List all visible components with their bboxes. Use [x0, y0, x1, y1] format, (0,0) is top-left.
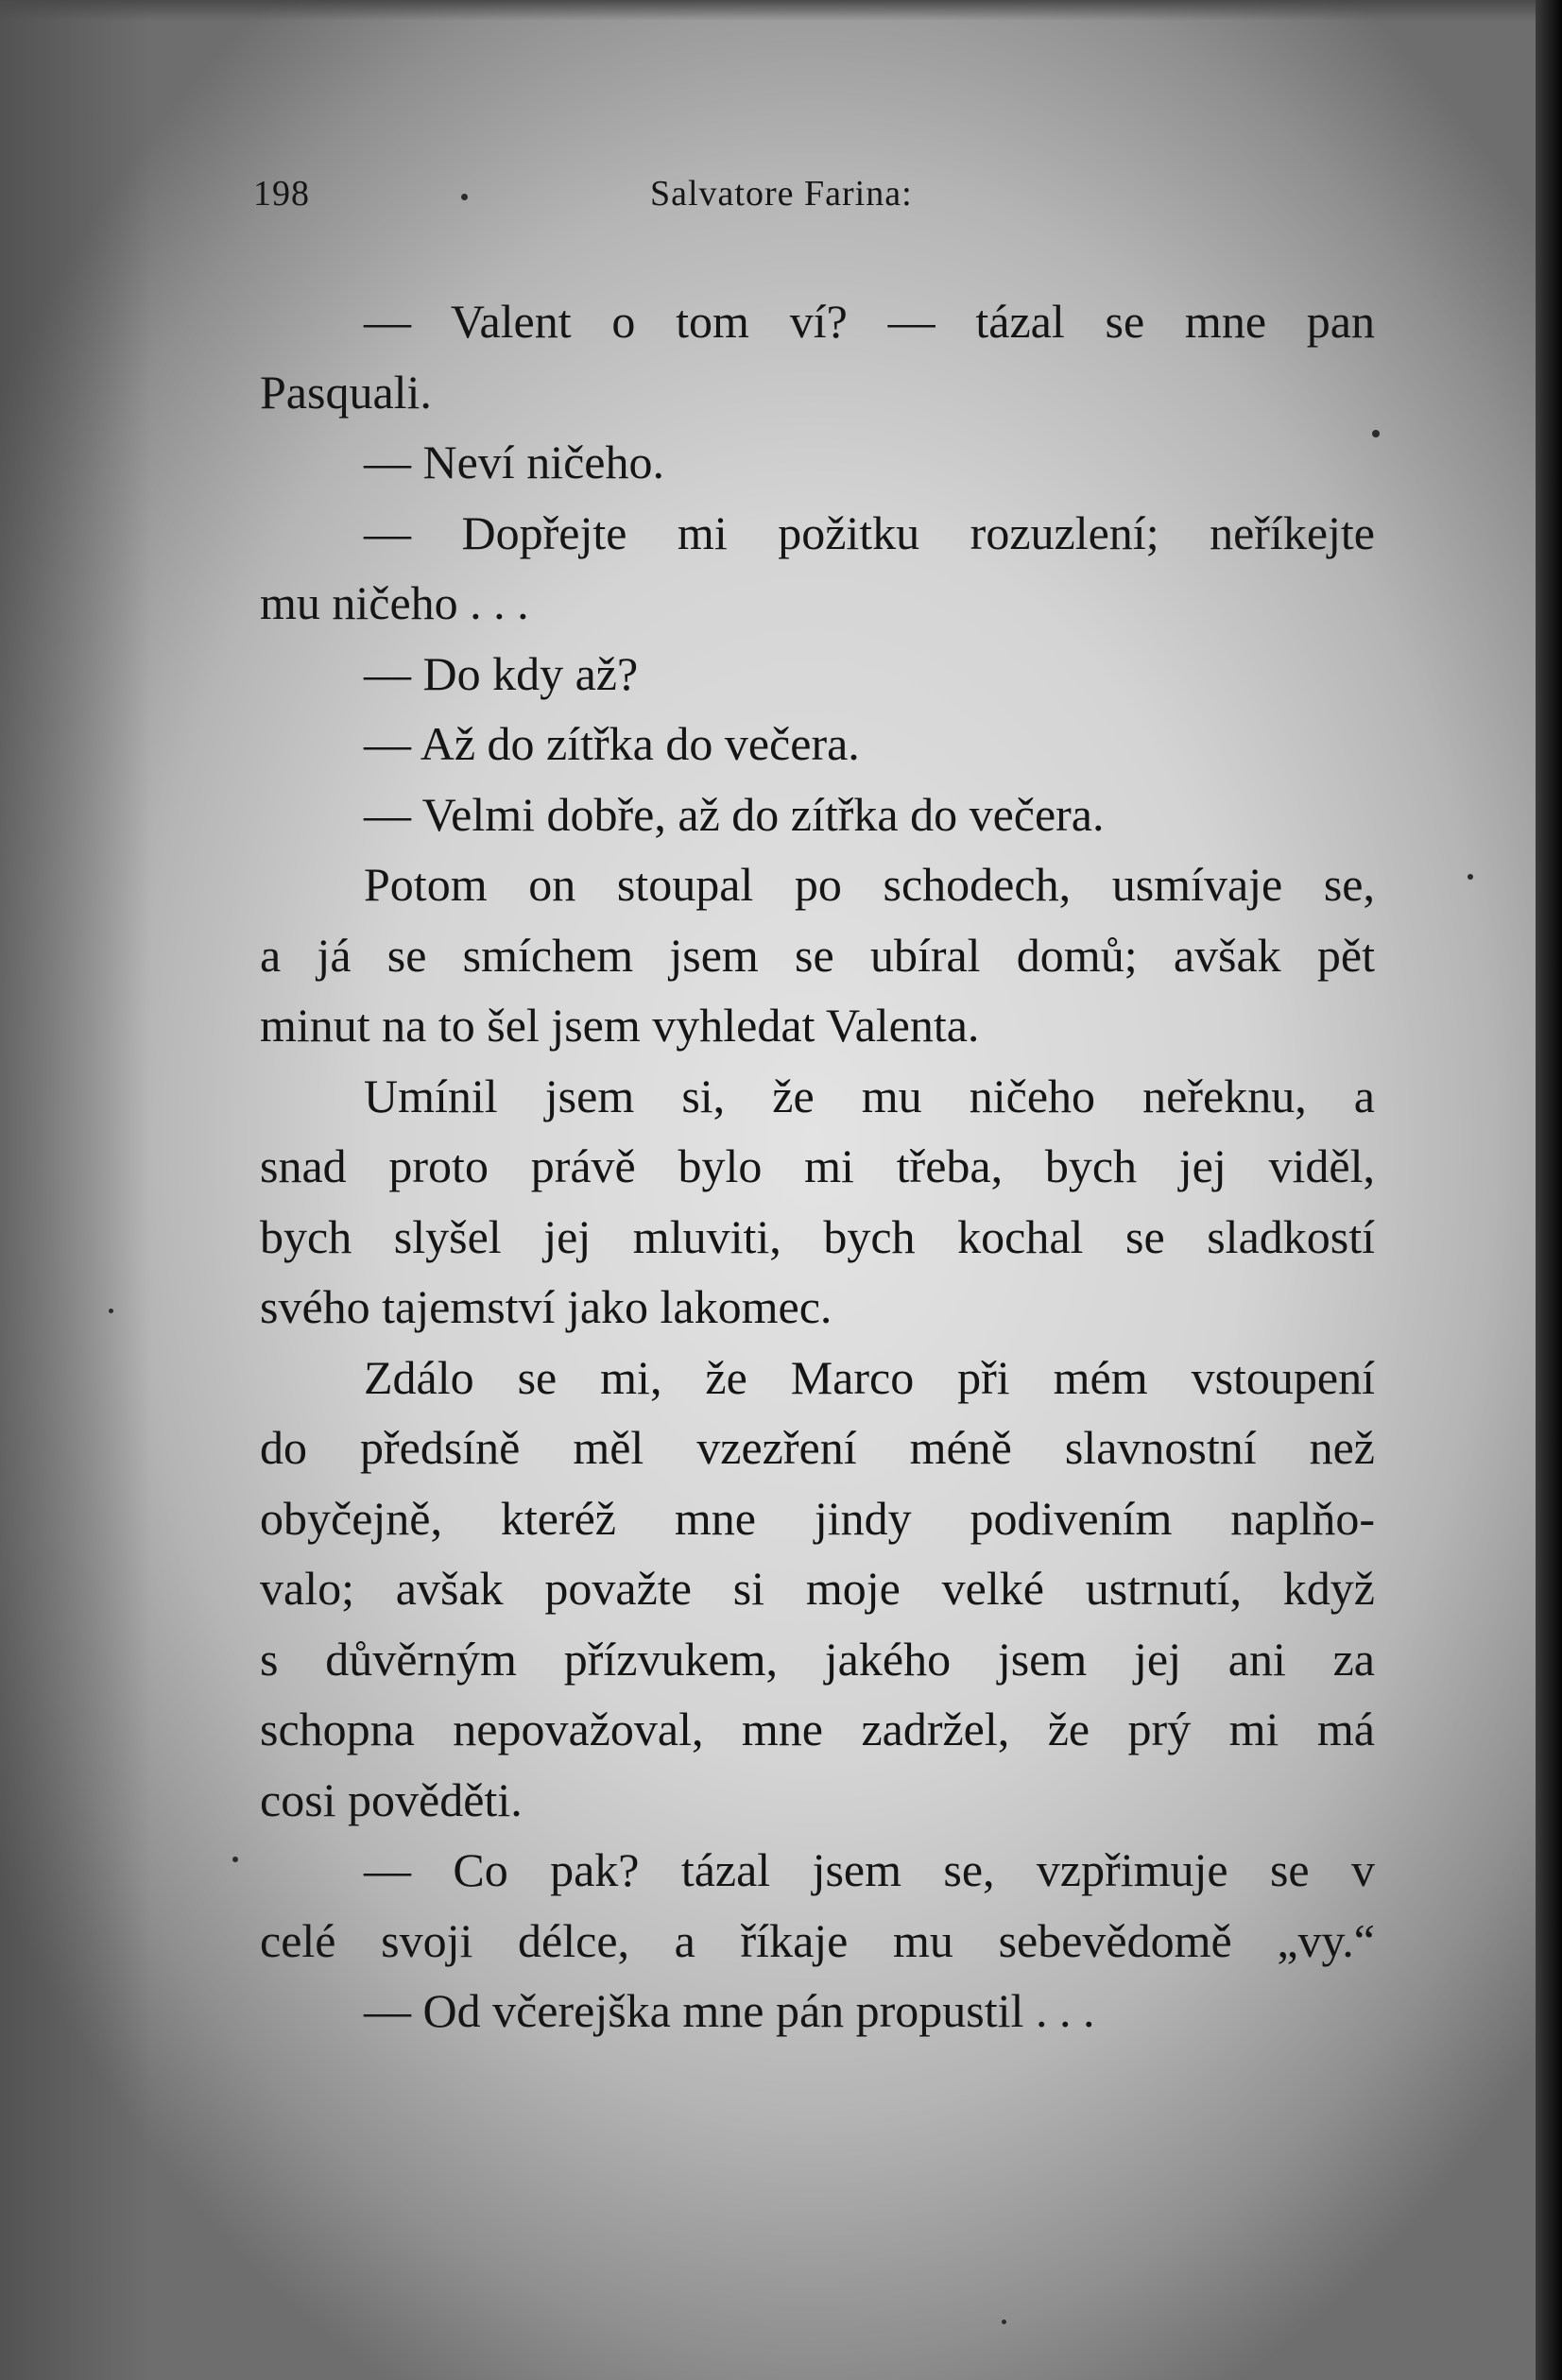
text-line: — Do kdy až? — [364, 646, 639, 700]
text-line: mu ničeho . . . — [260, 576, 529, 629]
right-page-edge — [1536, 0, 1562, 2380]
text-line: s důvěrným přízvukem, jakého jsem jej ani za — [260, 1632, 1375, 1686]
text-line: — Velmi dobře, až do zítřka do večera. — [364, 787, 1105, 841]
text-line: — Valent o tom ví? — tázal se mne pan — [364, 295, 1375, 348]
text-line: do předsíně měl vzezření méně slavnostní než — [260, 1421, 1375, 1474]
body-text — [260, 286, 1375, 2046]
running-title: Salvatore Farina: — [650, 174, 913, 214]
dust-speck — [1468, 874, 1473, 880]
dust-speck — [109, 1309, 113, 1313]
text-line: Umínil jsem si, že mu ničeho neřeknu, a — [364, 1069, 1375, 1122]
dust-speck — [461, 194, 468, 200]
text-line: — Neví ničeho. — [364, 436, 664, 488]
left-shadow — [0, 0, 151, 2380]
page-number: 198 — [253, 174, 310, 214]
dust-speck — [1002, 2320, 1006, 2324]
text-line: valo; avšak považte si moje velké ustrnutí, když — [260, 1562, 1375, 1615]
text-line: obyčejně, kteréž mne jindy podivením naplňo- — [260, 1491, 1375, 1545]
text-line: Pasquali. — [260, 365, 432, 419]
text-line: — Dopřejte mi požitku rozuzlení; neříkejte — [364, 505, 1375, 559]
text-line: svého tajemství jako lakomec. — [260, 1280, 832, 1333]
text-line: cosi pověděti. — [260, 1772, 523, 1826]
text-line: — Až do zítřka do večera. — [364, 717, 860, 770]
text-line: Potom on stoupal po schodech, usmívaje se, — [364, 858, 1375, 911]
text-line: Zdálo se mi, že Marco při mém vstoupení — [364, 1350, 1375, 1404]
text-line: celé svoji délce, a říkaje mu sebevědomě „vy.“ — [260, 1913, 1375, 1967]
text-line: — Od včerejška mne pán propustil . . . — [364, 1984, 1095, 2037]
dust-speck — [232, 1857, 238, 1862]
text-line: schopna nepovažoval, mne zadržel, že prý mi má — [260, 1703, 1375, 1755]
text-line: minut na to šel jsem vyhledat Valenta. — [260, 999, 980, 1052]
dust-speck — [1372, 430, 1380, 437]
text-line: a já se smíchem jsem se ubíral domů; avšak pět — [260, 928, 1375, 982]
page-header — [253, 173, 1387, 230]
text-line: bych slyšel jej mluviti, bych kochal se sladkostí — [260, 1209, 1375, 1263]
text-line: — Co pak? tázal jsem se, vzpřimuje se v — [364, 1843, 1375, 1896]
top-shadow — [0, 0, 1562, 21]
text-line: snad proto právě bylo mi třeba, bych jej viděl, — [260, 1139, 1375, 1192]
